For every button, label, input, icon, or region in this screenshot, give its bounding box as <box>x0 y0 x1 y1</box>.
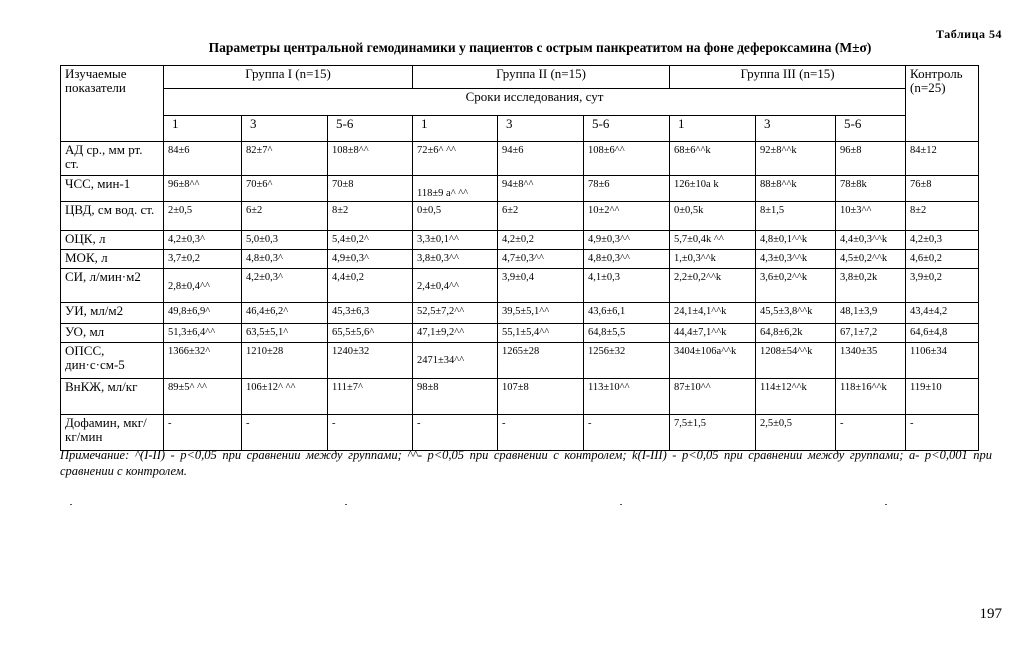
value-cell: 108±6^^ <box>584 142 670 176</box>
value-cell: 4,8±0,3^^ <box>584 249 670 268</box>
value-cell: 76±8 <box>906 176 979 202</box>
value-cell: 3,6±0,2^^k <box>756 268 836 302</box>
value-cell: 4,5±0,2^^k <box>836 249 906 268</box>
value-cell: 2,5±0,5 <box>756 414 836 450</box>
scan-speck <box>885 504 887 505</box>
value-cell: 67,1±7,2 <box>836 323 906 342</box>
value-cell: 108±8^^ <box>328 142 413 176</box>
value-cell: 96±8 <box>836 142 906 176</box>
value-cell: 107±8 <box>498 378 584 414</box>
value-cell: 1208±54^^k <box>756 342 836 378</box>
value-cell: 8±1,5 <box>756 201 836 230</box>
table-row <box>61 230 979 249</box>
value-cell: 113±10^^ <box>584 378 670 414</box>
period-cell: 5-6 <box>836 116 906 142</box>
table-body <box>61 142 979 451</box>
value-cell: 2±0,5 <box>164 201 242 230</box>
table-note: Примечание: ^(I-II) - p<0,05 при сравнении между группами; ^^- p<0,05 при сравнении с контролем; k(I-III) - p<0,05 при сравнении между группами; a- p<0,001 при сравнении с контролем. <box>60 448 992 478</box>
value-cell: 126±10a k <box>670 176 756 202</box>
value-cell: 43,4±4,2 <box>906 302 979 323</box>
indicator-name: АД ср., мм рт. ст. <box>61 142 164 176</box>
scan-speck <box>620 504 622 505</box>
value-cell: 1265±28 <box>498 342 584 378</box>
value-cell: 49,8±6,9^ <box>164 302 242 323</box>
periods-header: Сроки исследования, сут <box>164 89 906 116</box>
value-cell: 43,6±6,1 <box>584 302 670 323</box>
value-cell: 111±7^ <box>328 378 413 414</box>
value-cell: 6±2 <box>242 201 328 230</box>
value-cell: 0±0,5k <box>670 201 756 230</box>
value-cell: 1210±28 <box>242 342 328 378</box>
group-2-header: Группа II (n=15) <box>413 66 670 89</box>
table-row <box>61 142 979 176</box>
table-row <box>61 414 979 450</box>
value-cell: 0±0,5 <box>413 201 498 230</box>
value-cell: 119±10 <box>906 378 979 414</box>
period-cell: 3 <box>242 116 328 142</box>
group-1-header: Группа I (n=15) <box>164 66 413 89</box>
control-header: Контроль (n=25) <box>906 66 979 142</box>
value-cell: 70±8 <box>328 176 413 202</box>
value-cell: 39,5±5,1^^ <box>498 302 584 323</box>
table-row <box>61 249 979 268</box>
period-cell: 3 <box>756 116 836 142</box>
value-cell: 3,9±0,2 <box>906 268 979 302</box>
value-cell: 89±5^ ^^ <box>164 378 242 414</box>
periods-row <box>61 116 979 142</box>
value-cell: 1240±32 <box>328 342 413 378</box>
value-cell: - <box>164 414 242 450</box>
value-cell: 118±16^^k <box>836 378 906 414</box>
indicator-name: МОК, л <box>61 249 164 268</box>
value-cell: 92±8^^k <box>756 142 836 176</box>
indicator-name: ЧСС, мин-1 <box>61 176 164 202</box>
indicator-name: СИ, л/мин·м2 <box>61 268 164 302</box>
value-cell: 78±8k <box>836 176 906 202</box>
value-cell: 118±9 a^ ^^ <box>413 176 498 202</box>
value-cell: 44,4±7,1^^k <box>670 323 756 342</box>
value-cell: 114±12^^k <box>756 378 836 414</box>
value-cell: 2471±34^^ <box>413 342 498 378</box>
indicator-name: ОЦК, л <box>61 230 164 249</box>
value-cell: 2,2±0,2^^k <box>670 268 756 302</box>
period-cell: 3 <box>498 116 584 142</box>
value-cell: - <box>328 414 413 450</box>
value-cell: 45,3±6,3 <box>328 302 413 323</box>
scan-speck <box>345 504 347 505</box>
value-cell: 87±10^^ <box>670 378 756 414</box>
table-title: Параметры центральной гемодинамики у пациентов с острым панкреатитом на фоне дефероксамина (M±σ) <box>208 40 872 55</box>
value-cell: 1,±0,3^^k <box>670 249 756 268</box>
indicator-name: ОПСС, дин·с·см-5 <box>61 342 164 378</box>
hemodynamics-table <box>60 65 979 451</box>
value-cell: 8±2 <box>328 201 413 230</box>
value-cell: 3404±106a^^k <box>670 342 756 378</box>
value-cell: 52,5±7,2^^ <box>413 302 498 323</box>
indicator-name: Дофамин, мкг/кг/мин <box>61 414 164 450</box>
value-cell: 96±8^^ <box>164 176 242 202</box>
value-cell: 55,1±5,4^^ <box>498 323 584 342</box>
indicator-name: ЦВД, см вод. ст. <box>61 201 164 230</box>
value-cell: 94±6 <box>498 142 584 176</box>
value-cell: 4,2±0,2 <box>498 230 584 249</box>
value-cell: 72±6^ ^^ <box>413 142 498 176</box>
indicators-header: Изучаемые показатели <box>61 66 164 142</box>
period-cell: 5-6 <box>584 116 670 142</box>
value-cell: 4,8±0,3^ <box>242 249 328 268</box>
table-row <box>61 378 979 414</box>
value-cell: 84±12 <box>906 142 979 176</box>
value-cell: 4,2±0,3^ <box>242 268 328 302</box>
value-cell: 106±12^ ^^ <box>242 378 328 414</box>
value-cell: 88±8^^k <box>756 176 836 202</box>
value-cell: 5,4±0,2^ <box>328 230 413 249</box>
value-cell: 3,9±0,4 <box>498 268 584 302</box>
value-cell: 4,4±0,2 <box>328 268 413 302</box>
value-cell: 10±3^^ <box>836 201 906 230</box>
value-cell: 64,6±4,8 <box>906 323 979 342</box>
value-cell: 4,9±0,3^^ <box>584 230 670 249</box>
value-cell: 24,1±4,1^^k <box>670 302 756 323</box>
value-cell: - <box>498 414 584 450</box>
value-cell: 94±8^^ <box>498 176 584 202</box>
table-row <box>61 268 979 302</box>
value-cell: 4,1±0,3 <box>584 268 670 302</box>
value-cell: 63,5±5,1^ <box>242 323 328 342</box>
value-cell: 4,2±0,3^ <box>164 230 242 249</box>
value-cell: 1106±34 <box>906 342 979 378</box>
value-cell: 1366±32^ <box>164 342 242 378</box>
scan-speck <box>70 504 72 505</box>
value-cell: 8±2 <box>906 201 979 230</box>
period-cell: 5-6 <box>328 116 413 142</box>
table-row <box>61 342 979 378</box>
value-cell: 51,3±6,4^^ <box>164 323 242 342</box>
indicator-name: ВнКЖ, мл/кг <box>61 378 164 414</box>
indicator-name: УИ, мл/м2 <box>61 302 164 323</box>
value-cell: 68±6^^k <box>670 142 756 176</box>
period-cell: 1 <box>670 116 756 142</box>
indicator-name: УО, мл <box>61 323 164 342</box>
table-row <box>61 302 979 323</box>
value-cell: 84±6 <box>164 142 242 176</box>
value-cell: 4,9±0,3^ <box>328 249 413 268</box>
value-cell: 4,4±0,3^^k <box>836 230 906 249</box>
value-cell: 78±6 <box>584 176 670 202</box>
value-cell: 7,5±1,5 <box>670 414 756 450</box>
value-cell: 70±6^ <box>242 176 328 202</box>
table-row <box>61 323 979 342</box>
value-cell: 2,4±0,4^^ <box>413 268 498 302</box>
page-number: 197 <box>979 606 1002 622</box>
value-cell: 3,7±0,2 <box>164 249 242 268</box>
value-cell: 82±7^ <box>242 142 328 176</box>
table-number: Таблица 54 <box>936 27 1002 41</box>
period-cell: 1 <box>413 116 498 142</box>
value-cell: - <box>836 414 906 450</box>
value-cell: 98±8 <box>413 378 498 414</box>
value-cell: 48,1±3,9 <box>836 302 906 323</box>
value-cell: 5,7±0,4k ^^ <box>670 230 756 249</box>
value-cell: - <box>584 414 670 450</box>
table-row <box>61 176 979 202</box>
value-cell: 5,0±0,3 <box>242 230 328 249</box>
value-cell: 6±2 <box>498 201 584 230</box>
value-cell: 4,3±0,3^^k <box>756 249 836 268</box>
period-cell: 1 <box>164 116 242 142</box>
group-3-header: Группа III (n=15) <box>670 66 906 89</box>
value-cell: 64,8±5,5 <box>584 323 670 342</box>
value-cell: 3,3±0,1^^ <box>413 230 498 249</box>
value-cell: 46,4±6,2^ <box>242 302 328 323</box>
value-cell: 1256±32 <box>584 342 670 378</box>
value-cell: 4,2±0,3 <box>906 230 979 249</box>
value-cell: 3,8±0,3^^ <box>413 249 498 268</box>
value-cell: 4,7±0,3^^ <box>498 249 584 268</box>
value-cell: - <box>242 414 328 450</box>
value-cell: 2,8±0,4^^ <box>164 268 242 302</box>
value-cell: 4,8±0,1^^k <box>756 230 836 249</box>
value-cell: 10±2^^ <box>584 201 670 230</box>
value-cell: 4,6±0,2 <box>906 249 979 268</box>
value-cell: 1340±35 <box>836 342 906 378</box>
value-cell: 64,8±6,2k <box>756 323 836 342</box>
table-row <box>61 201 979 230</box>
value-cell: 3,8±0,2k <box>836 268 906 302</box>
value-cell: - <box>906 414 979 450</box>
value-cell: 65,5±5,6^ <box>328 323 413 342</box>
value-cell: 45,5±3,8^^k <box>756 302 836 323</box>
value-cell: - <box>413 414 498 450</box>
value-cell: 47,1±9,2^^ <box>413 323 498 342</box>
